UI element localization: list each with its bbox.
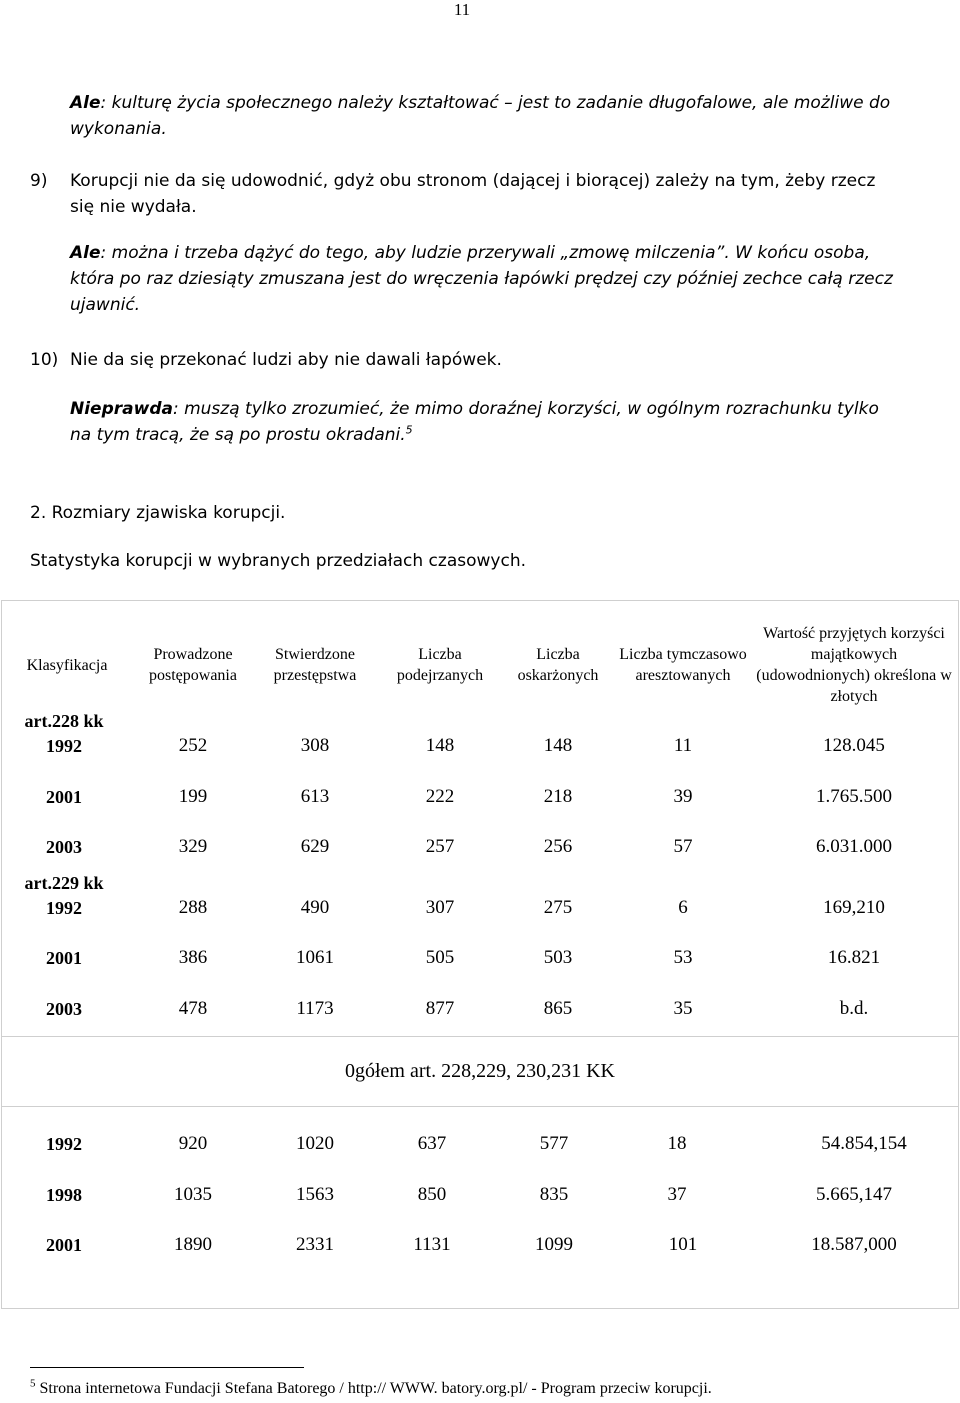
table-cell: 865	[543, 998, 573, 1019]
summary-year: 1992	[46, 1134, 82, 1154]
paragraph-ale-silence	[70, 240, 896, 318]
item-10-number: 10)	[30, 350, 59, 370]
section-heading: 2. Rozmiary zjawiska korupcji.	[30, 503, 286, 523]
table-cell: 307	[425, 897, 455, 918]
row-year: 2001	[46, 948, 82, 968]
summary-year: 1998	[46, 1185, 82, 1205]
paragraph-text: : kulturę życia społecznego należy kształtować – jest to zadanie długofalowe, ale możliwe do wykonania.	[70, 93, 891, 139]
table-cell: 275	[543, 897, 573, 918]
table-cell: 35	[673, 998, 693, 1019]
table-cell: 148	[425, 735, 455, 756]
table-cell: 54.854,154	[821, 1133, 907, 1154]
table-cell: 222	[425, 786, 455, 807]
table-border-top	[1, 600, 959, 601]
table-divider	[1, 1106, 959, 1107]
table-cell: 1563	[296, 1184, 334, 1205]
footnote-rule	[30, 1367, 304, 1368]
table-cell: 128.045	[823, 735, 885, 756]
table-cell: 637	[417, 1133, 447, 1154]
table-cell: 37	[667, 1184, 687, 1205]
table-subheading: Statystyka korupcji w wybranych przedziałach czasowych.	[30, 551, 526, 571]
item-9-number: 9)	[30, 171, 48, 191]
table-cell: 505	[425, 947, 455, 968]
table-cell: 256	[543, 836, 573, 857]
table-cell: 629	[300, 836, 330, 857]
header-classification: Klasyfikacja	[26, 656, 108, 674]
table-cell: 613	[300, 786, 330, 807]
table-cell: 5.665,147	[816, 1184, 892, 1205]
table-cell: 386	[178, 947, 208, 968]
paragraph-text: : można i trzeba dążyć do tego, aby ludzie przerywali „zmowę milczenia”. W końcu osoba, która po raz dziesiąty zmuszana jest do wręczenia łapówki prędzej czy później zechce całą rzecz ujawnić.	[70, 243, 893, 315]
summary-label: 0gółem art. 228,229, 230,231 KK	[345, 1060, 615, 1082]
row-year: 1992	[46, 898, 82, 918]
table-divider	[1, 1036, 959, 1037]
table-cell: 835	[539, 1184, 569, 1205]
table-cell: 53	[673, 947, 693, 968]
table-cell: 478	[178, 998, 208, 1019]
table-cell: 577	[539, 1133, 569, 1154]
footnote-number: 5	[30, 1377, 36, 1390]
paragraph-nieprawda	[70, 396, 896, 448]
row-year: 2003	[46, 999, 82, 1019]
table-border-bottom	[1, 1308, 959, 1309]
table-cell: 1.765.500	[816, 786, 892, 807]
footnote-text: Strona internetowa Fundacji Stefana Batorego / http:// WWW. batory.org.pl/ - Program przeciw korupcji.	[39, 1380, 712, 1397]
item-10-text: Nie da się przekonać ludzi aby nie dawali łapówek.	[70, 350, 502, 370]
lead-ale: Ale	[70, 93, 101, 113]
table-border-left	[1, 600, 2, 1309]
table-cell: 57	[673, 836, 693, 857]
table-cell: 218	[543, 786, 573, 807]
header-proceedings: Prowadzone postępowania	[149, 646, 237, 684]
header-detained: Liczba tymczasowo aresztowanych	[619, 646, 747, 684]
table-cell: 850	[417, 1184, 447, 1205]
header-offences: Stwierdzone przestępstwa	[273, 646, 357, 684]
table-cell: 877	[425, 998, 455, 1019]
group-label-art229: art.229 kk	[24, 873, 104, 893]
table-cell: 329	[178, 836, 208, 857]
table-cell: 101	[668, 1234, 698, 1255]
footnote-reference: 5	[405, 423, 413, 437]
table-cell: 1890	[174, 1234, 212, 1255]
table-cell: 308	[300, 735, 330, 756]
paragraph-ale-culture	[70, 90, 896, 142]
lead-nieprawda: Nieprawda	[70, 399, 173, 419]
row-year: 2001	[46, 787, 82, 807]
table-cell: 288	[178, 897, 208, 918]
table-cell: 1035	[174, 1184, 212, 1205]
table-cell: 6.031.000	[816, 836, 892, 857]
table-cell: 2331	[296, 1234, 334, 1255]
table-cell: 1131	[413, 1234, 451, 1255]
row-year: 2003	[46, 837, 82, 857]
table-cell: 1020	[296, 1133, 334, 1154]
table-cell: 257	[425, 836, 455, 857]
header-accused: Liczba oskarżonych	[517, 646, 599, 684]
table-border-right	[958, 600, 959, 1309]
table-cell: 148	[543, 735, 573, 756]
paragraph-text: : muszą tylko zrozumieć, że mimo doraźnej korzyści, w ogólnym rozrachunku tylko na tym tracą, że są po prostu okradani.	[70, 399, 879, 445]
table-cell: 169,210	[823, 897, 885, 918]
lead-ale: Ale	[70, 243, 101, 263]
summary-year: 2001	[46, 1235, 82, 1255]
group-label-art228: art.228 kk	[24, 711, 104, 731]
table-cell: 1099	[535, 1234, 573, 1255]
table-cell: b.d.	[839, 998, 869, 1019]
table-cell: 503	[543, 947, 573, 968]
item-9-text: Korupcji nie da się udowodnić, gdyż obu stronom (dającej i biorącej) zależy na tym, żeby rzecz się nie wydała.	[70, 171, 876, 217]
table-cell: 1061	[296, 947, 334, 968]
header-suspects: Liczba podejrzanych	[396, 646, 484, 684]
header-benefit-value: Wartość przyjętych korzyści majątkowych (udowodnionych) określona w złotych	[756, 625, 952, 705]
table-cell: 16.821	[827, 947, 881, 968]
table-cell: 18	[667, 1133, 687, 1154]
table-cell: 490	[300, 897, 330, 918]
table-cell: 18.587,000	[811, 1234, 897, 1255]
footnote	[30, 1378, 712, 1400]
table-cell: 920	[178, 1133, 208, 1154]
table-cell: 39	[673, 786, 693, 807]
page-number: 11	[453, 0, 471, 19]
table-cell: 1173	[296, 998, 334, 1019]
table-cell: 6	[678, 897, 688, 918]
table-cell: 252	[178, 735, 208, 756]
table-cell: 199	[178, 786, 208, 807]
row-year: 1992	[46, 736, 82, 756]
table-cell: 11	[673, 735, 693, 756]
